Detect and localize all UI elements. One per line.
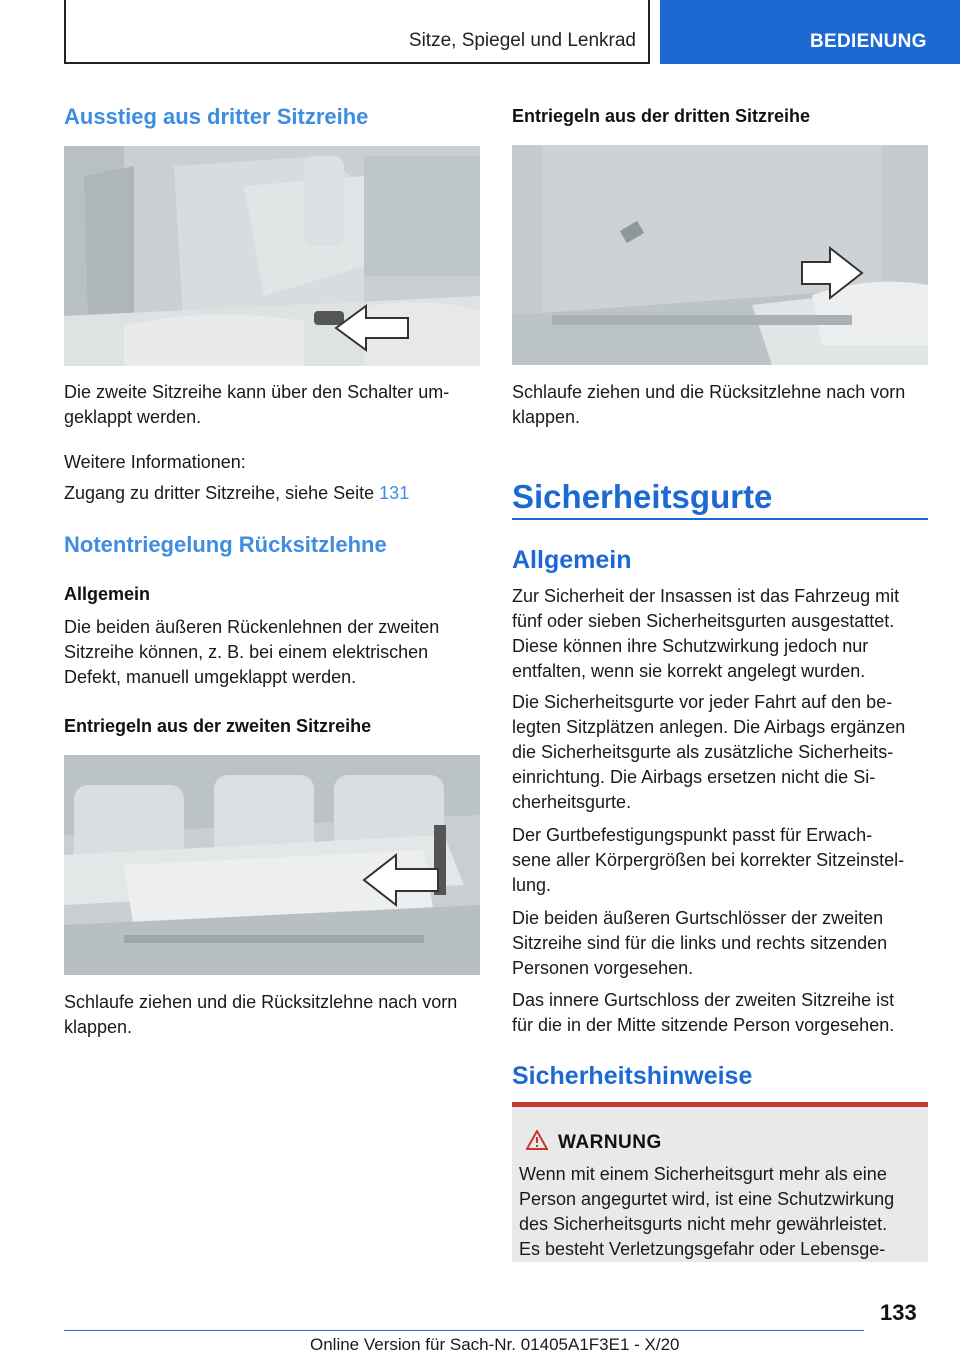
image-third-row-release — [512, 145, 928, 365]
header-title: Sitze, Spiegel und Lenkrad — [408, 30, 636, 51]
text-allg-d-3: Personen vorgesehen. — [512, 958, 694, 978]
warning-title: WARNUNG — [558, 1132, 662, 1153]
text-allg-b-3: die Sicherheitsgurte als zusätzliche Sicherheits- — [512, 742, 894, 762]
text-allg-d-2: Sitzreihe sind für die links und rechts sitzenden — [512, 933, 888, 953]
text-allgemein-1: Die beiden äußeren Rückenlehnen der zweiten — [64, 617, 440, 637]
heading-allgemein-left: Allgemein — [64, 584, 151, 604]
text-ausstieg-1: Die zweite Sitzreihe kann über den Schalter um- — [64, 382, 450, 402]
text-allg-b-5: cherheitsgurte. — [512, 792, 632, 812]
text-allg-c-1: Der Gurtbefestigungspunkt passt für Erwach- — [512, 825, 873, 845]
warning-line-3: des Sicherheitsgurts nicht mehr gewährleistet. — [519, 1214, 888, 1234]
heading-allgemein-right: Allgemein — [512, 546, 632, 574]
text-allgemein-2: Sitzreihe können, z. B. bei einem elektrischen — [64, 642, 429, 662]
warning-line-4: Es besteht Verletzungsgefahr oder Lebensge- — [519, 1239, 886, 1259]
warning-line-1: Wenn mit einem Sicherheitsgurt mehr als eine — [519, 1164, 887, 1184]
heading-ausstieg: Ausstieg aus dritter Sitzreihe — [64, 104, 369, 129]
text-allg-c-2: sene aller Körpergrößen bei korrekter Sitzeinstel- — [512, 850, 905, 870]
heading-sicherheitsgurte: Sicherheitsgurte — [512, 478, 773, 515]
image-third-row-exit — [64, 146, 480, 366]
page-number: 133 — [880, 1300, 917, 1325]
text-allg-b-1: Die Sicherheitsgurte vor jeder Fahrt auf den be- — [512, 692, 893, 712]
footer-online-version: Online Version für Sach-Nr. 01405A1F3E1 - X/20 — [310, 1335, 680, 1354]
text-allg-d-1: Die beiden äußeren Gurtschlösser der zweiten — [512, 908, 884, 928]
text-allg-a-1: Zur Sicherheit der Insassen ist das Fahrzeug mit — [512, 586, 900, 606]
warning-top-bar — [512, 1102, 928, 1107]
text-schlaufe-right-1: Schlaufe ziehen und die Rücksitzlehne nach vorn — [512, 382, 906, 402]
image-second-row-release — [64, 755, 480, 975]
text-allg-b-4: einrichtung. Die Airbags ersetzen nicht die Si- — [512, 767, 876, 787]
text-schlaufe-left-2: klappen. — [64, 1017, 133, 1037]
header-tab-left — [64, 0, 650, 64]
warning-line-2: Person angegurtet wird, ist eine Schutzwirkung — [519, 1189, 895, 1209]
text-allg-a-2: fünf oder sieben Sicherheitsgurten ausgestattet. — [512, 611, 895, 631]
text-schlaufe-left-1: Schlaufe ziehen und die Rücksitzlehne nach vorn — [64, 992, 458, 1012]
footer-rule — [64, 1330, 864, 1331]
warning-text — [519, 1162, 924, 1262]
heading-entriegeln-dritte: Entriegeln aus der dritten Sitzreihe — [512, 106, 811, 126]
warning-box — [512, 1102, 928, 1262]
warning-triangle-icon — [526, 1130, 548, 1150]
text-zugang-label: Zugang zu dritter Sitzreihe, siehe Seite — [64, 483, 380, 503]
text-zugang — [64, 481, 484, 506]
page-link-131[interactable]: 131 — [379, 483, 410, 503]
text-allg-e-2: für die in der Mitte sitzende Person vorgesehen. — [512, 1015, 895, 1035]
text-allg-e-1: Das innere Gurtschloss der zweiten Sitzreihe ist — [512, 990, 895, 1010]
text-weitere-info: Weitere Informationen: — [64, 452, 246, 472]
heading-sicherheitshinweise: Sicherheitshinweise — [512, 1062, 753, 1090]
heading-notentriegelung: Notentriegelung Rücksitzlehne — [64, 532, 387, 557]
text-ausstieg-2: geklappt werden. — [64, 407, 202, 427]
text-schlaufe-right-2: klappen. — [512, 407, 581, 427]
heading-entriegeln-zweite: Entriegeln aus der zweiten Sitzreihe — [64, 716, 372, 736]
header-section-label: BEDIENUNG — [810, 31, 927, 52]
text-allg-a-4: entfalten, wenn sie korrekt angelegt wurden. — [512, 661, 866, 681]
heading-rule — [512, 518, 928, 520]
text-allg-b-2: legten Sitzplätzen anlegen. Die Airbags ergänzen — [512, 717, 906, 737]
text-allg-c-3: lung. — [512, 875, 552, 895]
text-allgemein-3: Defekt, manuell umgeklappt werden. — [64, 667, 357, 687]
text-allg-a-3: Diese können ihre Schutzwirkung jedoch nur — [512, 636, 869, 656]
header-section-tab — [660, 0, 960, 64]
